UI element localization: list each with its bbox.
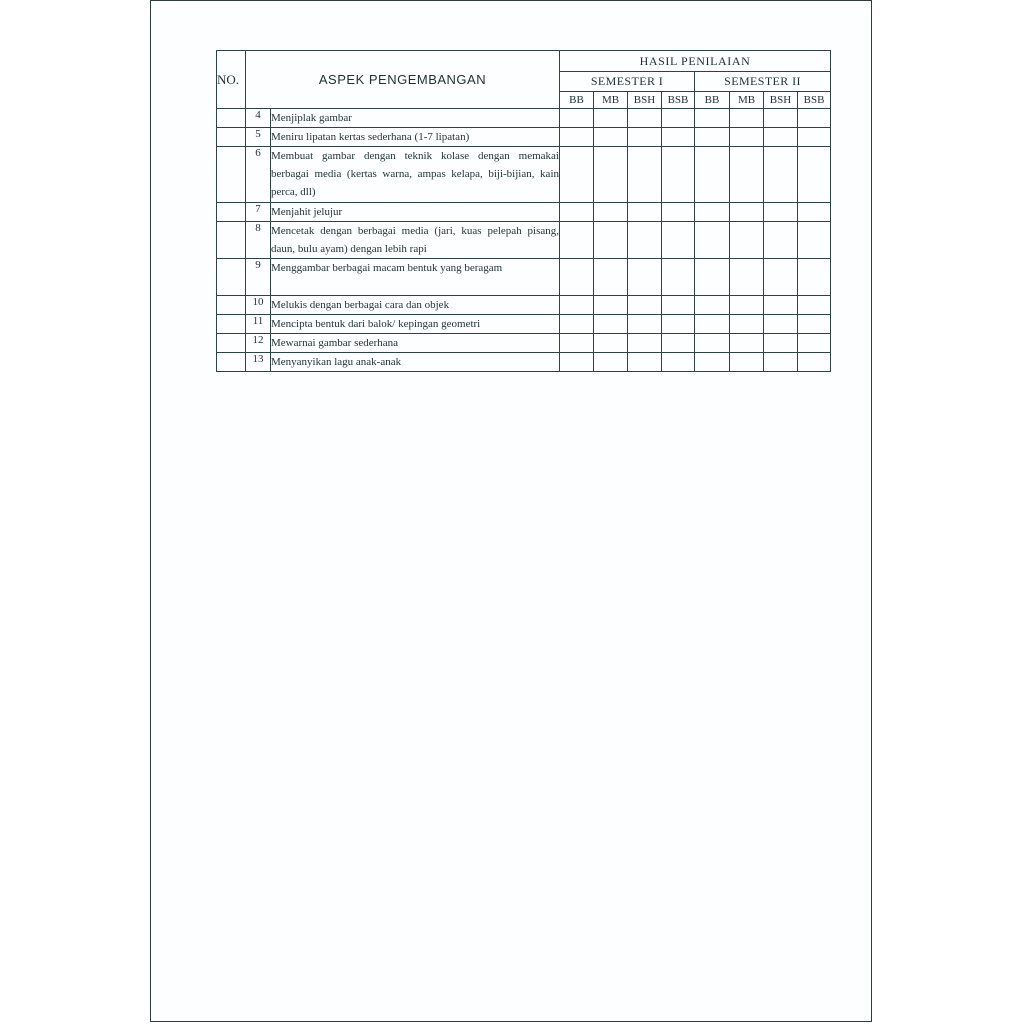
score-cell[interactable] — [662, 315, 695, 334]
score-cell[interactable] — [730, 296, 764, 315]
row-number: 6 — [246, 147, 271, 203]
score-cell[interactable] — [662, 203, 695, 222]
score-cell[interactable] — [764, 296, 798, 315]
row-number: 11 — [246, 315, 271, 334]
header-col-mb-s1: MB — [594, 92, 628, 109]
score-cell[interactable] — [628, 259, 662, 296]
row-number: 8 — [246, 222, 271, 259]
header-no: NO. — [217, 51, 246, 109]
score-cell[interactable] — [594, 296, 628, 315]
score-cell[interactable] — [560, 147, 594, 203]
score-cell[interactable] — [764, 222, 798, 259]
table-row — [217, 296, 831, 315]
header-row-top — [217, 51, 831, 72]
score-cell[interactable] — [560, 334, 594, 353]
score-cell[interactable] — [764, 259, 798, 296]
score-cell[interactable] — [695, 109, 730, 128]
row-aspek: Menggambar berbagai macam bentuk yang beragam — [271, 259, 560, 296]
score-cell[interactable] — [695, 259, 730, 296]
header-semester-2: SEMESTER II — [695, 72, 831, 92]
table-row — [217, 353, 831, 372]
score-cell[interactable] — [628, 147, 662, 203]
score-cell[interactable] — [695, 128, 730, 147]
row-aspek: Menyanyikan lagu anak-anak — [271, 353, 560, 372]
header-col-bb-s1: BB — [560, 92, 594, 109]
header-col-bsb-s2: BSB — [798, 92, 831, 109]
header-col-bb-s2: BB — [695, 92, 730, 109]
row-number: 7 — [246, 203, 271, 222]
score-cell[interactable] — [730, 147, 764, 203]
row-aspek: Membuat gambar dengan teknik kolase dengan memakai berbagai media (kertas warna, ampas kelapa, biji-bijian, kain perca, dll) — [271, 147, 560, 203]
score-cell[interactable] — [662, 259, 695, 296]
header-hasil-penilaian: HASIL PENILAIAN — [560, 51, 831, 72]
header-aspek: ASPEK PENGEMBANGAN — [246, 51, 560, 109]
row-number: 5 — [246, 128, 271, 147]
score-cell[interactable] — [764, 203, 798, 222]
blank-cell — [217, 128, 246, 147]
score-cell[interactable] — [764, 147, 798, 203]
score-cell[interactable] — [798, 128, 831, 147]
score-cell[interactable] — [730, 109, 764, 128]
score-cell[interactable] — [798, 203, 831, 222]
score-cell[interactable] — [594, 203, 628, 222]
score-cell[interactable] — [695, 334, 730, 353]
row-number: 9 — [246, 259, 271, 296]
score-cell[interactable] — [628, 128, 662, 147]
score-cell[interactable] — [730, 222, 764, 259]
score-cell[interactable] — [798, 147, 831, 203]
score-cell[interactable] — [695, 296, 730, 315]
score-cell[interactable] — [560, 259, 594, 296]
score-cell[interactable] — [560, 203, 594, 222]
score-cell[interactable] — [798, 259, 831, 296]
score-cell[interactable] — [662, 147, 695, 203]
table-row — [217, 147, 831, 203]
header-col-mb-s2: MB — [730, 92, 764, 109]
score-cell[interactable] — [798, 296, 831, 315]
blank-cell — [217, 259, 246, 296]
table-row — [217, 109, 831, 128]
score-cell[interactable] — [628, 353, 662, 372]
score-cell[interactable] — [594, 128, 628, 147]
blank-cell — [217, 315, 246, 334]
blank-cell — [217, 334, 246, 353]
score-cell[interactable] — [560, 128, 594, 147]
score-cell[interactable] — [662, 296, 695, 315]
row-aspek: Mencetak dengan berbagai media (jari, kuas pelepah pisang, daun, bulu ayam) dengan lebih rapi — [271, 222, 560, 259]
score-cell[interactable] — [628, 315, 662, 334]
row-number: 12 — [246, 334, 271, 353]
row-aspek: Meniru lipatan kertas sederhana (1-7 lipatan) — [271, 128, 560, 147]
blank-cell — [217, 296, 246, 315]
table-row — [217, 222, 831, 259]
score-cell[interactable] — [798, 222, 831, 259]
header-semester-1: SEMESTER I — [560, 72, 695, 92]
table-row — [217, 203, 831, 222]
score-cell[interactable] — [764, 128, 798, 147]
row-aspek: Menjiplak gambar — [271, 109, 560, 128]
score-cell[interactable] — [662, 222, 695, 259]
blank-cell — [217, 353, 246, 372]
score-cell[interactable] — [764, 353, 798, 372]
score-cell[interactable] — [764, 315, 798, 334]
score-cell[interactable] — [594, 147, 628, 203]
table-row — [217, 128, 831, 147]
score-cell[interactable] — [730, 315, 764, 334]
score-cell[interactable] — [798, 109, 831, 128]
score-cell[interactable] — [662, 128, 695, 147]
table-row — [217, 334, 831, 353]
score-cell[interactable] — [798, 334, 831, 353]
table-row — [217, 315, 831, 334]
score-cell[interactable] — [628, 203, 662, 222]
row-number: 10 — [246, 296, 271, 315]
score-cell[interactable] — [695, 203, 730, 222]
assessment-table — [216, 50, 831, 372]
score-cell[interactable] — [662, 334, 695, 353]
score-cell[interactable] — [730, 259, 764, 296]
row-aspek: Mencipta bentuk dari balok/ kepingan geometri — [271, 315, 560, 334]
score-cell[interactable] — [628, 296, 662, 315]
score-cell[interactable] — [628, 222, 662, 259]
score-cell[interactable] — [730, 334, 764, 353]
document-page — [150, 0, 872, 1022]
score-cell[interactable] — [594, 315, 628, 334]
row-aspek: Melukis dengan berbagai cara dan objek — [271, 296, 560, 315]
score-cell[interactable] — [764, 109, 798, 128]
blank-cell — [217, 109, 246, 128]
score-cell[interactable] — [628, 109, 662, 128]
score-cell[interactable] — [594, 334, 628, 353]
score-cell[interactable] — [560, 296, 594, 315]
score-cell[interactable] — [798, 315, 831, 334]
score-cell[interactable] — [628, 334, 662, 353]
score-cell[interactable] — [730, 203, 764, 222]
score-cell[interactable] — [560, 353, 594, 372]
row-aspek: Menjahit jelujur — [271, 203, 560, 222]
header-col-bsb-s1: BSB — [662, 92, 695, 109]
score-cell[interactable] — [560, 222, 594, 259]
score-cell[interactable] — [730, 353, 764, 372]
blank-cell — [217, 147, 246, 203]
blank-cell — [217, 222, 246, 259]
score-cell[interactable] — [594, 353, 628, 372]
header-col-bsh-s2: BSH — [764, 92, 798, 109]
score-cell[interactable] — [695, 315, 730, 334]
score-cell[interactable] — [594, 222, 628, 259]
score-cell[interactable] — [662, 109, 695, 128]
score-cell[interactable] — [594, 109, 628, 128]
row-number: 13 — [246, 353, 271, 372]
blank-cell — [217, 203, 246, 222]
score-cell[interactable] — [730, 128, 764, 147]
score-cell[interactable] — [764, 334, 798, 353]
score-cell[interactable] — [594, 259, 628, 296]
table-row — [217, 259, 831, 296]
score-cell[interactable] — [560, 315, 594, 334]
header-col-bsh-s1: BSH — [628, 92, 662, 109]
score-cell[interactable] — [560, 109, 594, 128]
score-cell[interactable] — [695, 222, 730, 259]
score-cell[interactable] — [662, 353, 695, 372]
score-cell[interactable] — [798, 353, 831, 372]
row-aspek: Mewarnai gambar sederhana — [271, 334, 560, 353]
score-cell[interactable] — [695, 353, 730, 372]
row-number: 4 — [246, 109, 271, 128]
score-cell[interactable] — [695, 147, 730, 203]
